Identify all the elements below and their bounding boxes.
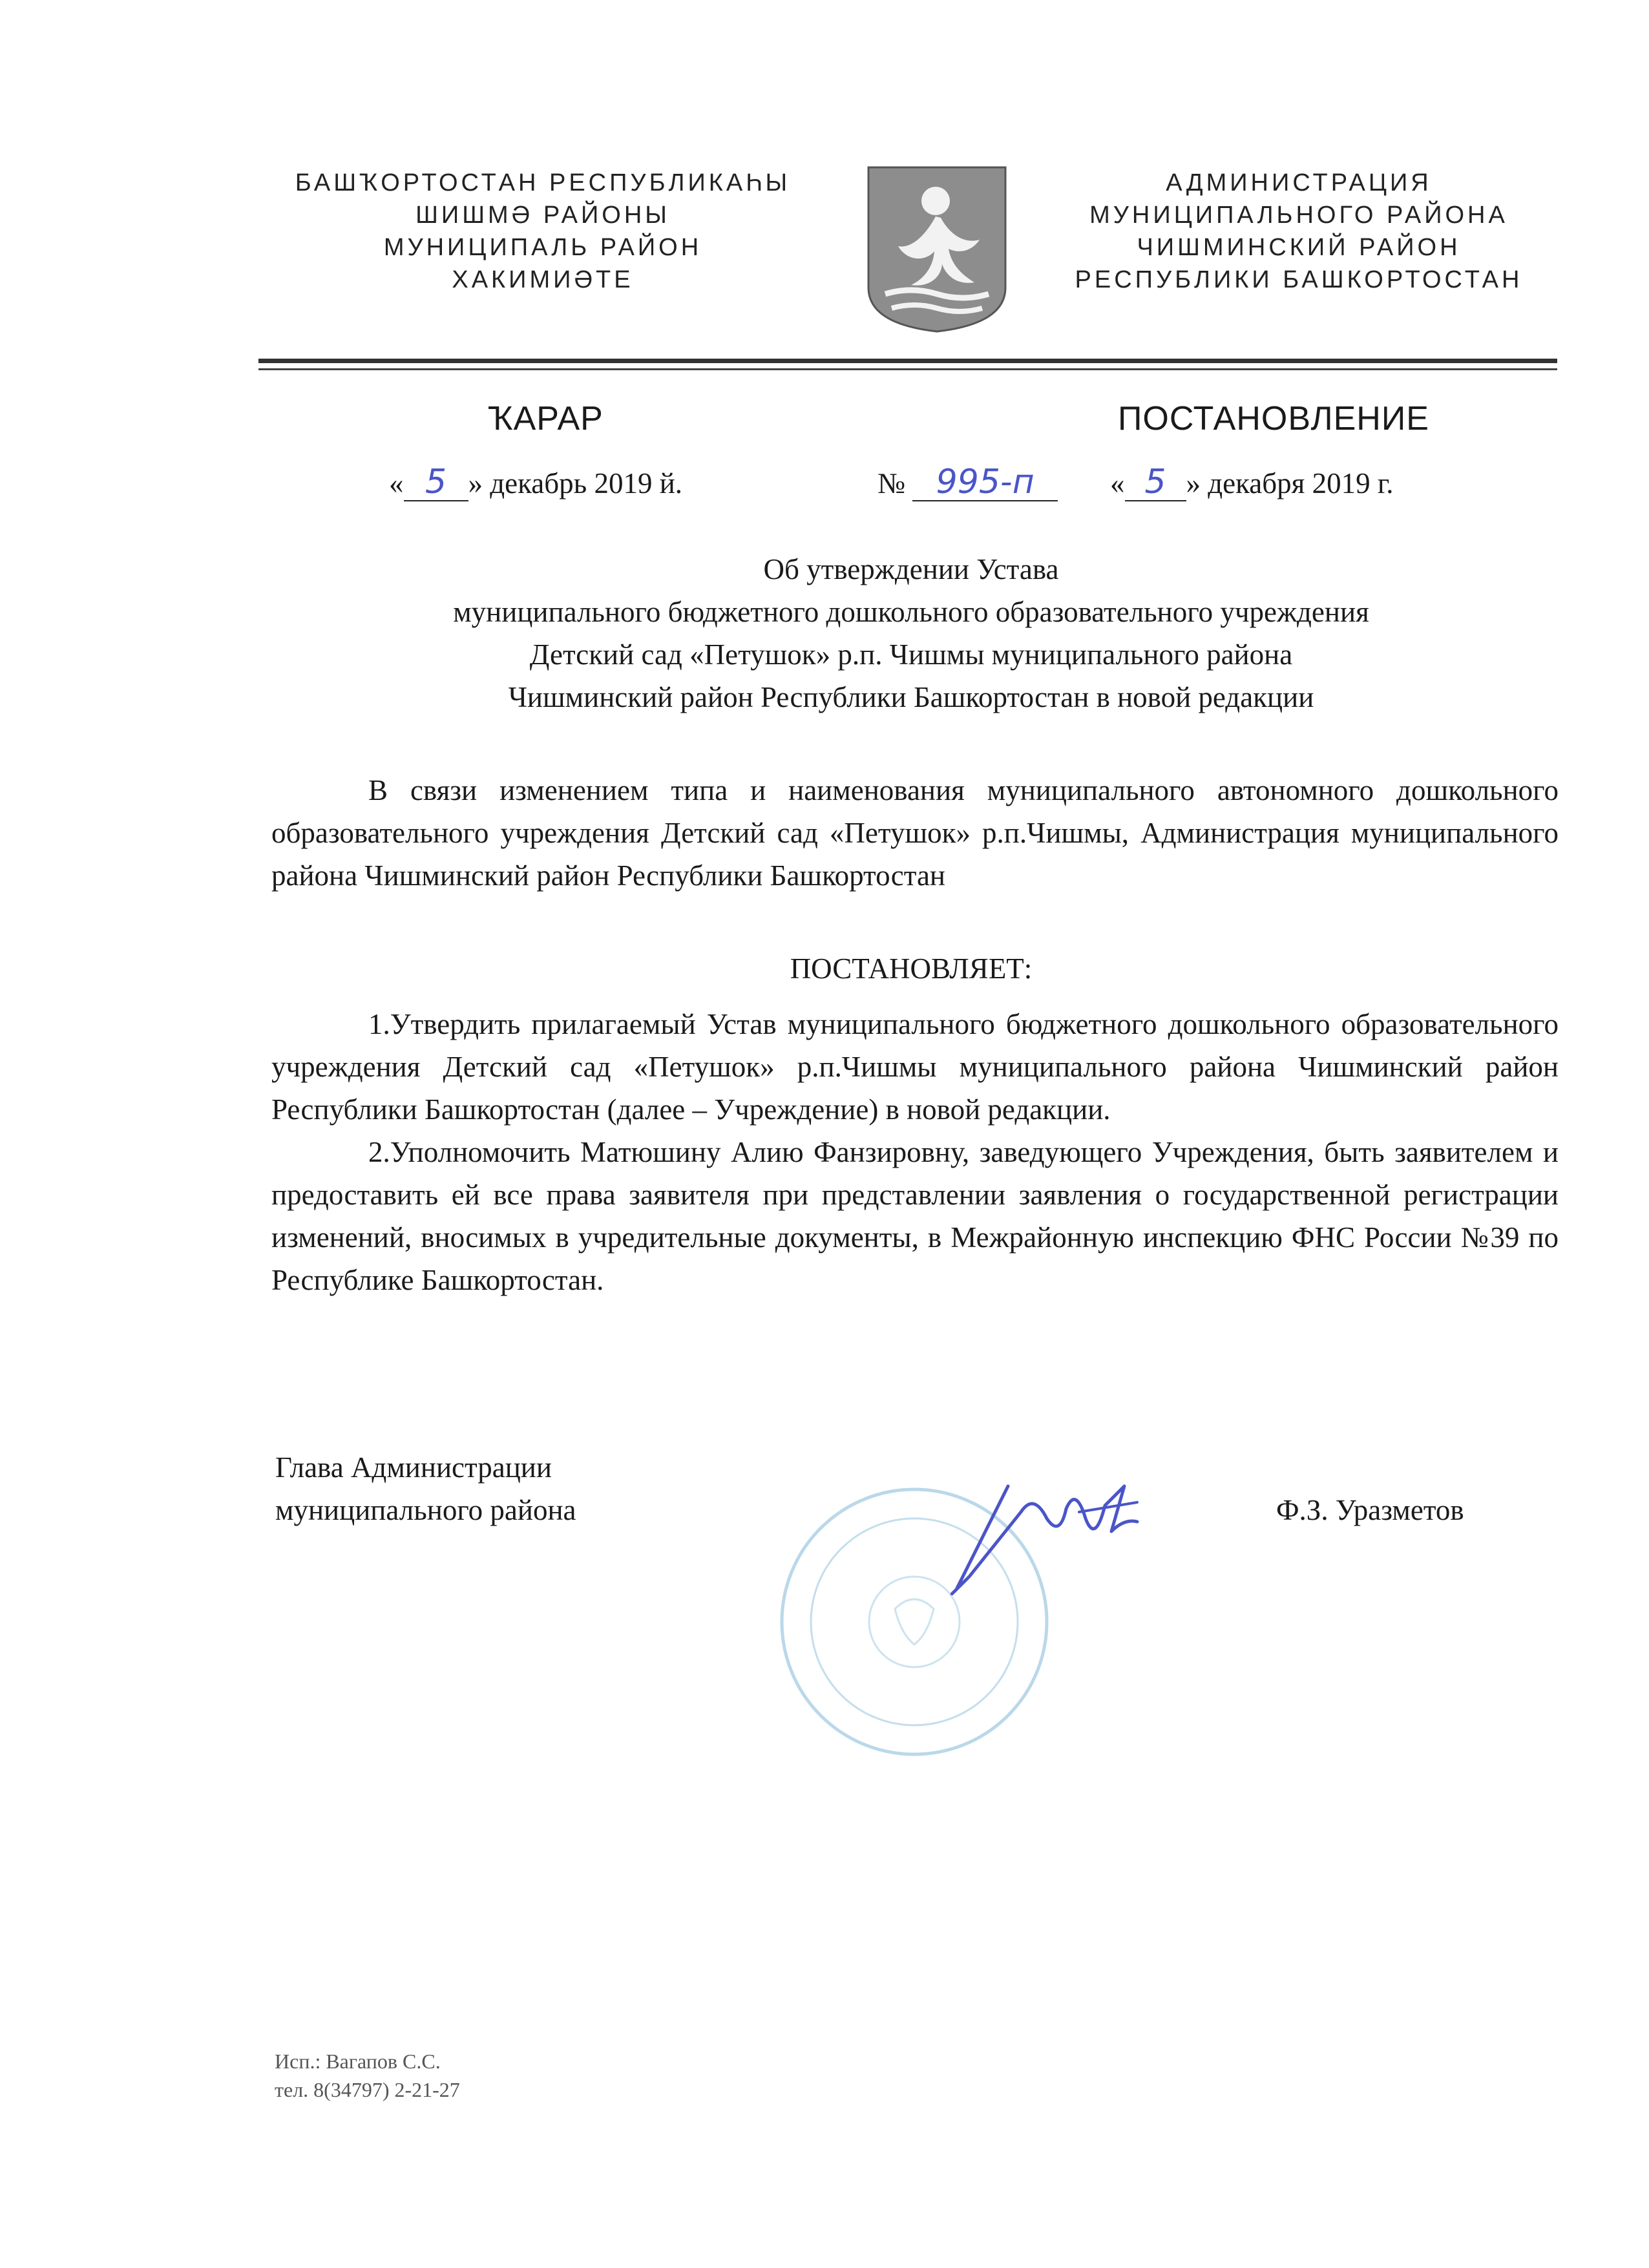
number-field — [912, 465, 1058, 501]
header-left-line: ШИШМӘ РАЙОНЫ — [415, 202, 670, 229]
date-rest: » декабрь 2019 й. — [468, 467, 683, 499]
date-rest: » декабря 2019 г. — [1186, 467, 1394, 499]
preamble-text: В связи изменением типа и наименования муниципального автономного дошкольного образовательного учреждения Детский сад «Петушок» р.п.Чишмы, Администрация муниципального района Чишминский район Республики Башкортостан — [271, 774, 1559, 892]
document-number — [877, 465, 1058, 501]
date-line-left — [389, 465, 682, 501]
date-quote-open: « — [1110, 467, 1125, 499]
header-left-block — [252, 167, 834, 296]
header-left-line: БАШҠОРТОСТАН РЕСПУБЛИКАҺЫ — [295, 169, 791, 196]
signature-position-line: муниципального района — [275, 1494, 576, 1526]
date-day-field — [1125, 465, 1186, 501]
handwritten-signature — [930, 1447, 1163, 1609]
date-line-right — [1110, 465, 1394, 501]
header-right-line: АДМИНИСТРАЦИЯ — [1166, 169, 1432, 196]
title-line: Об утверждении Устава — [763, 553, 1059, 585]
doc-type-bashkir: ҠАРАР — [488, 400, 604, 437]
item-paragraph: 2.Уполномочить Матюшину Алию Фанзировну, заведующего Учреждения, быть заявителем и предоставить ей все права заявителя при представлении заявления о государственной регистрации изменений, вносимых в учредительные документы, в Межрайонную инспекцию ФНС России №39 по Республике Башкортостан. — [271, 1136, 1559, 1296]
title-line: Детский сад «Петушок» р.п. Чишмы муниципального района — [529, 638, 1293, 671]
footer-block — [275, 2047, 460, 2104]
signature-position — [275, 1446, 576, 1531]
items-block — [271, 1003, 1559, 1301]
header-left-line: МУНИЦИПАЛЬ РАЙОН — [383, 234, 702, 261]
header-right-line: МУНИЦИПАЛЬНОГО РАЙОНА — [1089, 202, 1508, 229]
doc-type-russian: ПОСТАНОВЛЕНИЕ — [1118, 400, 1429, 437]
date-day-field — [404, 465, 468, 501]
title-line: муниципального бюджетного дошкольного образовательного учреждения — [453, 596, 1369, 628]
header-left-line: ХАКИМИӘТЕ — [452, 266, 634, 293]
title-line: Чишминский район Республики Башкортостан в новой редакции — [508, 681, 1314, 713]
header-divider-thick — [258, 359, 1557, 363]
date-quote-open: « — [389, 467, 404, 499]
document-title — [271, 548, 1551, 719]
signature-name: Ф.З. Уразметов — [1276, 1494, 1464, 1526]
header-right-line: ЧИШМИНСКИЙ РАЙОН — [1137, 234, 1461, 261]
header-divider-thin — [258, 368, 1557, 370]
header-right-block — [1021, 167, 1577, 296]
footer-executor: Исп.: Вагапов С.С. — [275, 2050, 441, 2073]
resolves-heading: ПОСТАНОВЛЯЕТ: — [790, 952, 1033, 985]
date-day-handwritten: 5 — [425, 463, 447, 501]
footer-phone: тел. 8(34797) 2-21-27 — [275, 2078, 460, 2101]
signature-position-line: Глава Администрации — [275, 1451, 552, 1484]
coat-of-arms-icon — [866, 165, 1008, 334]
number-prefix: № — [877, 467, 905, 499]
header-right-line: РЕСПУБЛИКИ БАШКОРТОСТАН — [1075, 266, 1523, 293]
number-handwritten: 995-п — [936, 463, 1035, 501]
date-day-handwritten: 5 — [1144, 463, 1166, 501]
item-paragraph: 1.Утвердить прилагаемый Устав муниципального бюджетного дошкольного образовательного учреждения Детский сад «Петушок» р.п.Чишмы муниципального района Чишминский район Республики Башкортостан (далее – Учреждение) в новой редакции. — [271, 1008, 1559, 1126]
preamble-block — [271, 769, 1559, 897]
